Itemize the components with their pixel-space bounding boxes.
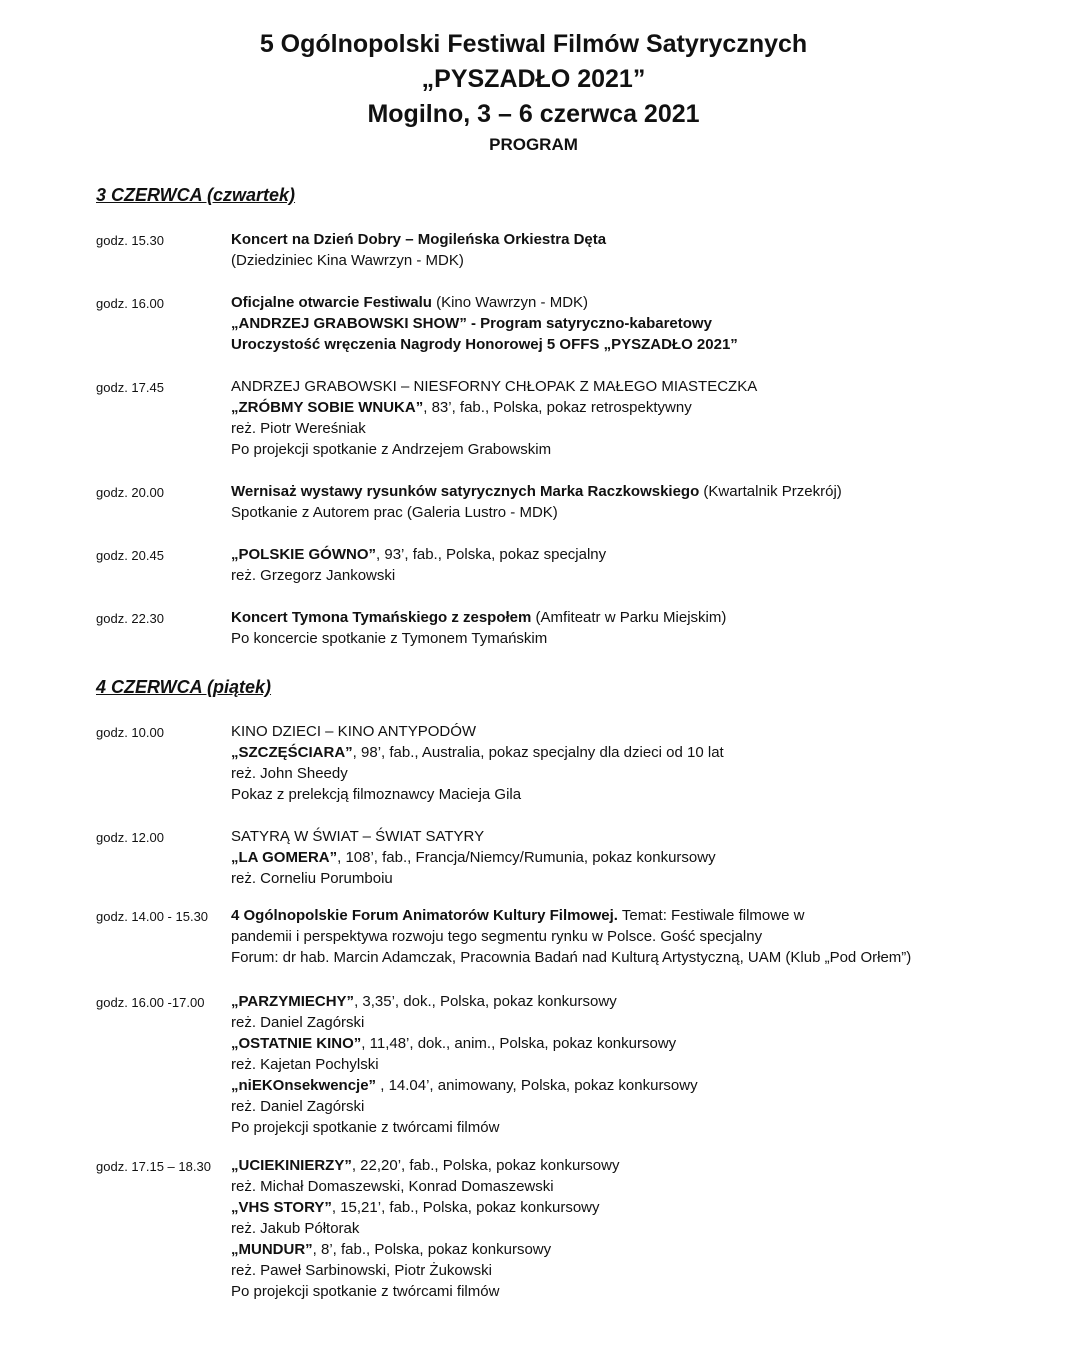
event-text-bold: „SZCZĘŚCIARA” bbox=[231, 744, 353, 761]
event-time: godz. 12.00 bbox=[96, 830, 164, 845]
event-description bbox=[231, 544, 1001, 586]
program-heading: PROGRAM bbox=[489, 135, 578, 154]
event-line bbox=[231, 784, 1001, 805]
event-text-bold: „niEKOnsekwencje” bbox=[231, 1077, 377, 1094]
festival-title: 5 Ogólnopolski Festiwal Filmów Satyrycznych bbox=[259, 30, 808, 58]
event-line bbox=[231, 250, 1001, 271]
event-text: Po projekcji spotkanie z twórcami filmów bbox=[231, 1119, 500, 1136]
event-line bbox=[231, 721, 1001, 742]
event-text-bold: Koncert Tymona Tymańskiego z zespołem bbox=[231, 609, 532, 626]
event-text-bold: „ANDRZEJ GRABOWSKI SHOW” - Program satyryczno-kabaretowy bbox=[231, 315, 712, 332]
event-description bbox=[231, 481, 1001, 523]
event-line bbox=[231, 1155, 1001, 1176]
event-line bbox=[231, 481, 1001, 502]
event-line bbox=[231, 905, 1001, 926]
event-text: pandemii i perspektywa rozwoju tego segmentu rynku w Polsce. Gość specjalny bbox=[231, 928, 763, 945]
event-text: KINO DZIECI – KINO ANTYPODÓW bbox=[231, 723, 477, 740]
event-line bbox=[231, 742, 1001, 763]
event-text: reż. Grzegorz Jankowski bbox=[231, 567, 396, 584]
event-line bbox=[231, 1075, 1001, 1096]
event-description bbox=[231, 826, 1001, 889]
event-text: Forum: dr hab. Marcin Adamczak, Pracownia Badań nad Kulturą Artystyczną, UAM (Klub „Pod Orłem”) bbox=[231, 949, 912, 966]
event-time: godz. 10.00 bbox=[96, 725, 164, 740]
event-time: godz. 15.30 bbox=[96, 233, 164, 248]
event-text: reż. Corneliu Porumboiu bbox=[231, 870, 393, 887]
event-line bbox=[231, 1117, 1001, 1138]
event-description bbox=[231, 721, 1001, 805]
event-text-bold: „PARZYMIECHY” bbox=[231, 993, 355, 1010]
event-line bbox=[231, 1176, 1001, 1197]
event-description bbox=[231, 607, 1001, 649]
event-text: (Kino Wawrzyn - MDK) bbox=[431, 294, 589, 311]
event-text: reż. John Sheedy bbox=[231, 765, 348, 782]
event-text: Pokaz z prelekcją filmoznawcy Macieja Gila bbox=[231, 786, 522, 803]
event-line bbox=[231, 418, 1001, 439]
event-line bbox=[231, 229, 1001, 250]
event-time: godz. 17.15 – 18.30 bbox=[96, 1159, 211, 1174]
event-line bbox=[231, 565, 1001, 586]
event-text-bold: „POLSKIE GÓWNO” bbox=[231, 546, 377, 563]
event-line bbox=[231, 544, 1001, 565]
event-line bbox=[231, 1033, 1001, 1054]
event-line bbox=[231, 1096, 1001, 1117]
event-line bbox=[231, 628, 1001, 649]
event-text: , 83’, fab., Polska, pokaz retrospektywny bbox=[423, 399, 692, 416]
event-text: , 93’, fab., Polska, pokaz specjalny bbox=[376, 546, 607, 563]
event-line bbox=[231, 1239, 1001, 1260]
event-line bbox=[231, 947, 1001, 968]
event-description bbox=[231, 991, 1001, 1138]
event-text: ANDRZEJ GRABOWSKI – NIESFORNY CHŁOPAK Z MAŁEGO MIASTECZKA bbox=[231, 378, 758, 395]
event-line bbox=[231, 926, 1001, 947]
event-text: , 108’, fab., Francja/Niemcy/Rumunia, pokaz konkursowy bbox=[337, 849, 716, 866]
event-line bbox=[231, 502, 1001, 523]
event-text-bold: „LA GOMERA” bbox=[231, 849, 338, 866]
event-text: reż. Kajetan Pochylski bbox=[231, 1056, 379, 1073]
event-line bbox=[231, 313, 1001, 334]
event-text-bold: „OSTATNIE KINO” bbox=[231, 1035, 362, 1052]
event-text: reż. Daniel Zagórski bbox=[231, 1014, 365, 1031]
event-text: Temat: Festiwale filmowe w bbox=[617, 907, 805, 924]
event-time: godz. 16.00 -17.00 bbox=[96, 995, 205, 1010]
event-description bbox=[231, 1155, 1001, 1302]
event-line bbox=[231, 334, 1001, 355]
event-line bbox=[231, 1012, 1001, 1033]
event-description bbox=[231, 376, 1001, 460]
event-text: , 15,21’, fab., Polska, pokaz konkursowy bbox=[331, 1199, 600, 1216]
event-text: reż. Paweł Sarbinowski, Piotr Żukowski bbox=[231, 1262, 492, 1279]
event-text: (Kwartalnik Przekrój) bbox=[699, 483, 842, 500]
event-line bbox=[231, 1218, 1001, 1239]
event-line bbox=[231, 376, 1001, 397]
event-text: Po projekcji spotkanie z Andrzejem Grabowskim bbox=[231, 441, 552, 458]
event-line bbox=[231, 439, 1001, 460]
event-text: Po projekcji spotkanie z twórcami filmów bbox=[231, 1283, 500, 1300]
event-text: reż. Piotr Wereśniak bbox=[231, 420, 366, 437]
event-text-bold: „VHS STORY” bbox=[231, 1199, 332, 1216]
event-description bbox=[231, 905, 1001, 968]
event-text: , 14.04’, animowany, Polska, pokaz konkursowy bbox=[376, 1077, 698, 1094]
event-line bbox=[231, 607, 1001, 628]
event-time: godz. 16.00 bbox=[96, 296, 164, 311]
event-text: (Dziedziniec Kina Wawrzyn - MDK) bbox=[231, 252, 464, 269]
event-time: godz. 20.45 bbox=[96, 548, 164, 563]
event-text: (Amfiteatr w Parku Miejskim) bbox=[531, 609, 727, 626]
event-text-bold: Wernisaż wystawy rysunków satyrycznych Marka Raczkowskiego bbox=[231, 483, 700, 500]
event-text-bold: „ZRÓBMY SOBIE WNUKA” bbox=[231, 399, 424, 416]
event-text: reż. Michał Domaszewski, Konrad Domaszewski bbox=[231, 1178, 554, 1195]
event-text: , 98’, fab., Australia, pokaz specjalny dla dzieci od 10 lat bbox=[352, 744, 724, 761]
event-line bbox=[231, 868, 1001, 889]
event-line bbox=[231, 826, 1001, 847]
event-text: , 22,20’, fab., Polska, pokaz konkursowy bbox=[351, 1157, 620, 1174]
event-text: reż. Jakub Półtorak bbox=[231, 1220, 360, 1237]
event-text: reż. Daniel Zagórski bbox=[231, 1098, 365, 1115]
day-heading: 4 CZERWCA (piątek) bbox=[96, 677, 272, 697]
event-text-bold: 4 Ogólnopolskie Forum Animatorów Kultury Filmowej. bbox=[231, 907, 618, 924]
event-text: , 8’, fab., Polska, pokaz konkursowy bbox=[312, 1241, 552, 1258]
event-line bbox=[231, 397, 1001, 418]
event-time: godz. 20.00 bbox=[96, 485, 164, 500]
event-time: godz. 17.45 bbox=[96, 380, 164, 395]
event-text-bold: Koncert na Dzień Dobry – Mogileńska Orkiestra Dęta bbox=[231, 231, 607, 248]
event-line bbox=[231, 1260, 1001, 1281]
event-time: godz. 14.00 - 15.30 bbox=[96, 909, 209, 924]
event-line bbox=[231, 292, 1001, 313]
event-text: Spotkanie z Autorem prac (Galeria Lustro - MDK) bbox=[231, 504, 558, 521]
event-text: , 11,48’, dok., anim., Polska, pokaz konkursowy bbox=[361, 1035, 677, 1052]
event-line bbox=[231, 1054, 1001, 1075]
event-text: SATYRĄ W ŚWIAT – ŚWIAT SATYRY bbox=[231, 828, 485, 845]
event-description bbox=[231, 292, 1001, 355]
event-line bbox=[231, 847, 1001, 868]
event-text-bold: „MUNDUR” bbox=[231, 1241, 313, 1258]
event-time: godz. 22.30 bbox=[96, 611, 164, 626]
event-text-bold: Uroczystość wręczenia Nagrody Honorowej 5 OFFS „PYSZADŁO 2021” bbox=[231, 336, 738, 353]
day-heading: 3 CZERWCA (czwartek) bbox=[96, 185, 296, 205]
event-line bbox=[231, 763, 1001, 784]
event-text: Po koncercie spotkanie z Tymonem Tymańskim bbox=[231, 630, 548, 647]
event-text-bold: Oficjalne otwarcie Festiwalu bbox=[231, 294, 432, 311]
event-line bbox=[231, 1197, 1001, 1218]
event-description bbox=[231, 229, 1001, 271]
event-line bbox=[231, 991, 1001, 1012]
festival-place-dates: Mogilno, 3 – 6 czerwca 2021 bbox=[367, 100, 700, 128]
festival-name: „PYSZADŁO 2021” bbox=[421, 65, 646, 93]
event-text: , 3,35’, dok., Polska, pokaz konkursowy bbox=[354, 993, 617, 1010]
event-text-bold: „UCIEKINIERZY” bbox=[231, 1157, 352, 1174]
event-line bbox=[231, 1281, 1001, 1302]
